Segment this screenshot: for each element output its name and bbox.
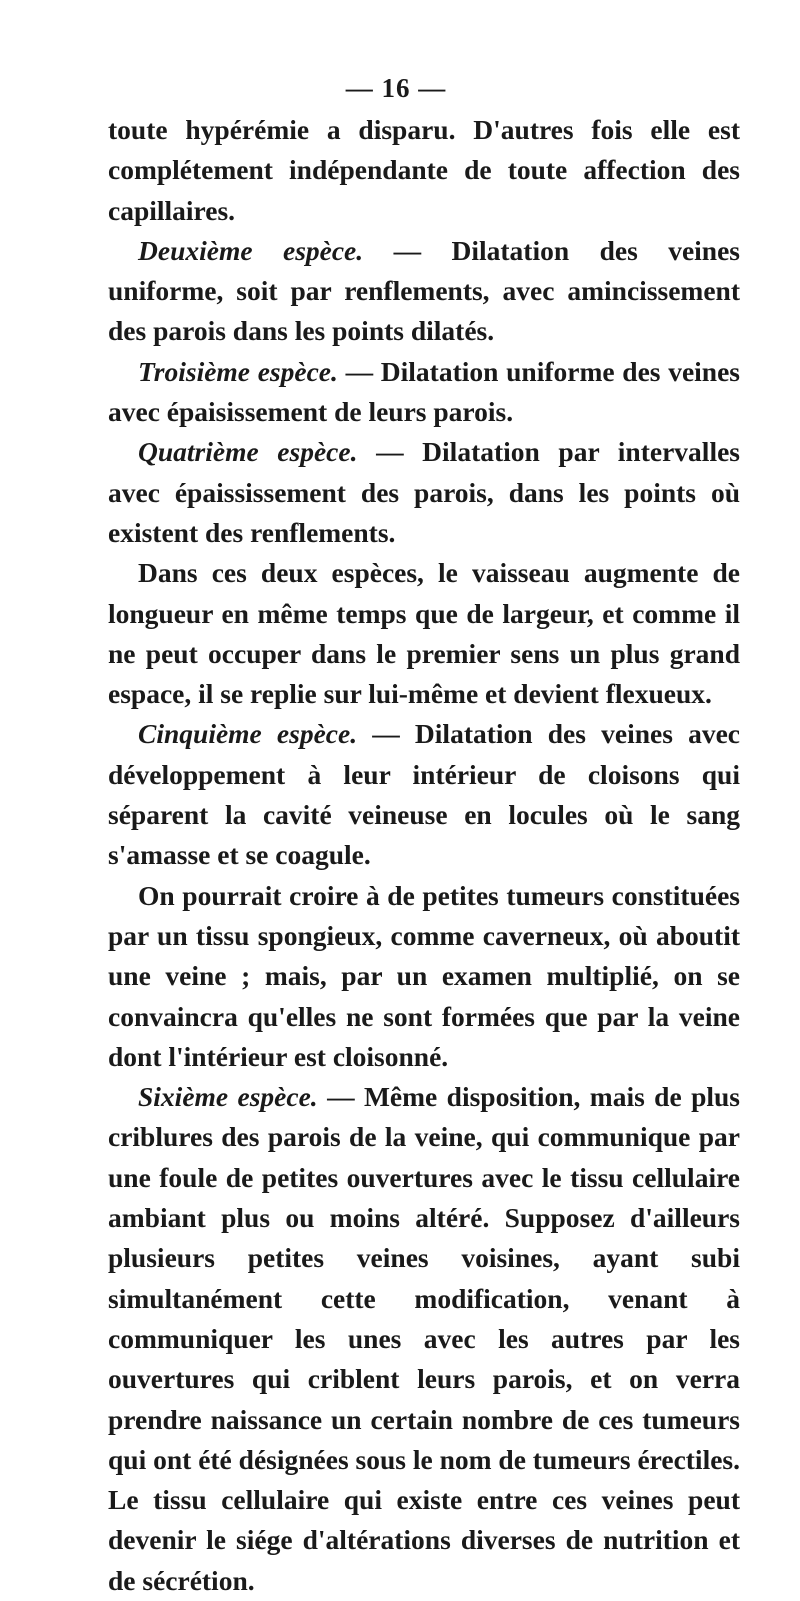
- paragraph-text: — Dilatation des veines uniforme, soit par renflements, avec amincissement des parois dans les points dilatés.: [108, 234, 741, 347]
- paragraph-text: — Dilatation uniforme des veines avec épaisissement de leurs parois.: [108, 355, 740, 428]
- paragraph-deuxieme-espece: [108, 231, 740, 352]
- section-heading: Cinquième espèce.: [138, 718, 358, 750]
- section-heading: Troisième espèce.: [138, 355, 338, 387]
- paragraph-sixieme-espece: [108, 1077, 740, 1601]
- paragraph-text: toute hypérémie a disparu. D'autres fois elle est complétement indépendante de toute affection des capillaires.: [108, 114, 740, 226]
- paragraph-text: Dans ces deux espèces, le vaisseau augmente de longueur en même temps que de largeur, et comme il ne peut occuper dans le premier sens un plus grand espace, il se replie sur lui-même et devient flexueux.: [108, 557, 740, 710]
- paragraph-text: — Dilatation des veines avec développement à leur intérieur de cloisons qui séparent la cavité veineuse en locules où le sang s'amasse et se coagule.: [108, 718, 740, 871]
- paragraph-continuation: [108, 110, 740, 231]
- section-heading: Sixième espèce.: [138, 1081, 318, 1113]
- paragraph-text: — Même disposition, mais de plus criblures des parois de la veine, qui communique par une foule de petites ouvertures avec le tissu cellulaire ambiant plus ou moins altéré. Supposez d'ailleurs plusieurs petites veines voisines, ayant subi simultanément cette modification, venant à communiquer les unes avec les autres par les ouvertures qui criblent leurs parois, et on verra prendre naissance un certain nombre de ces tumeurs qui ont été désignées sous le nom de tumeurs érectiles. Le tissu cellulaire qui existe entre ces veines peut devenir le siége d'altérations diverses de nutrition et de sécrétion.: [108, 1081, 741, 1596]
- paragraph-text: On pourrait croire à de petites tumeurs constituées par un tissu spongieux, comme caverneux, où aboutit une veine ; mais, par un examen multiplié, on se convaincra qu'elles ne sont formées que par la veine dont l'intérieur est cloisonné.: [108, 879, 740, 1072]
- section-heading: Deuxième espèce.: [138, 234, 364, 266]
- section-heading: Quatrième espèce.: [138, 436, 358, 468]
- body-text: [108, 110, 740, 1601]
- paragraph-text: — Dilatation par intervalles avec épaississement des parois, dans les points où existent des renflements.: [108, 436, 740, 548]
- paragraph-cinquieme-espece: [108, 714, 740, 875]
- paragraph-quatrieme-espece: [108, 432, 740, 553]
- paragraph-troisieme-espece: [108, 352, 740, 433]
- paragraph-dans-ces-deux-especes: [108, 553, 740, 714]
- paragraph-on-pourrait: [108, 876, 740, 1077]
- page-number: — 16 —: [345, 73, 447, 103]
